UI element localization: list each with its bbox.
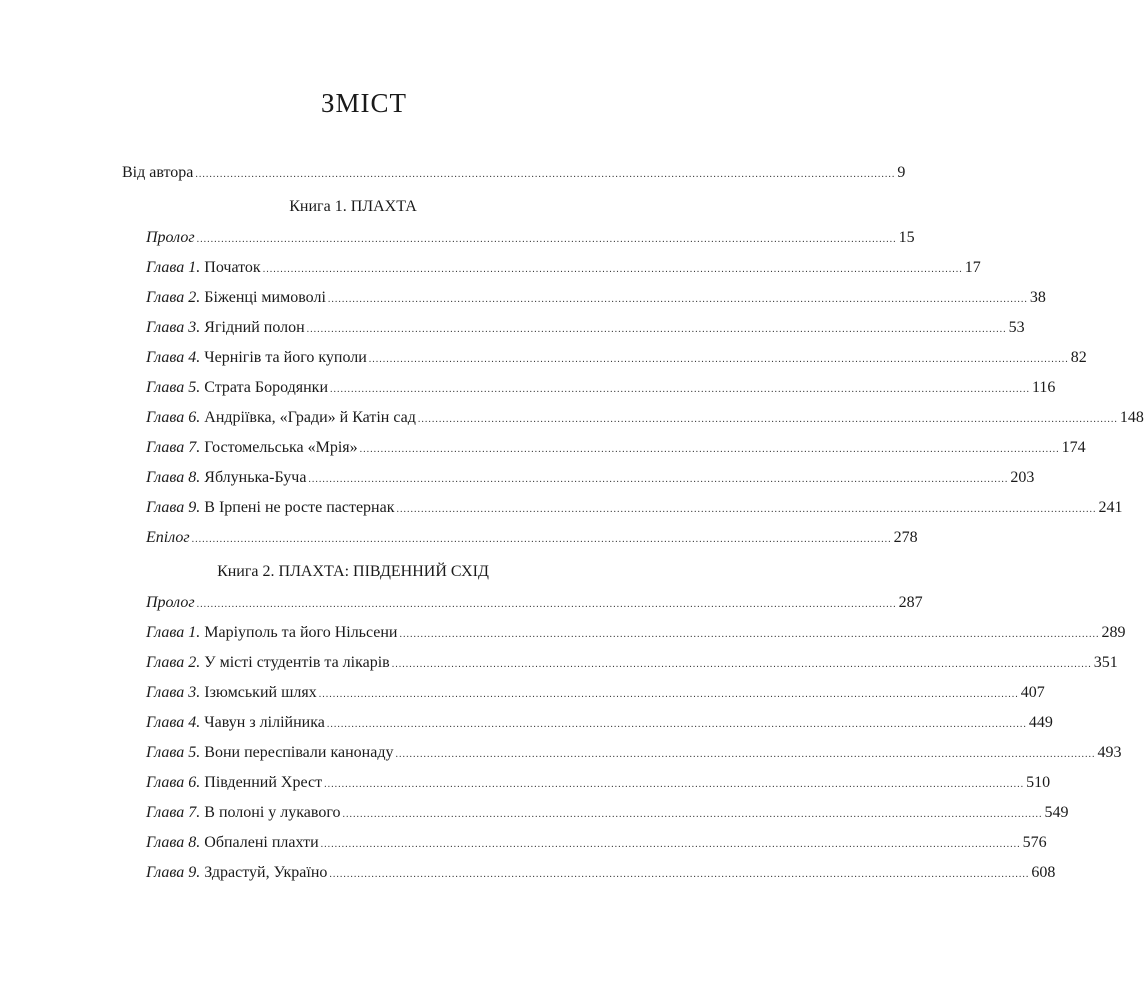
toc-page-number: 449 <box>1028 714 1053 731</box>
toc-page-number: 53 <box>1008 319 1025 336</box>
page-title: ЗМІСТ <box>320 88 408 118</box>
toc-entry-label: Гостомельська «Мрія» <box>200 439 358 456</box>
toc-entry[interactable] <box>146 803 1069 823</box>
toc-entry[interactable] <box>146 743 1122 763</box>
toc-page-number: 576 <box>1022 834 1047 851</box>
toc-leader-dots: ........................................................................................................................................................................................................ <box>399 629 1100 640</box>
toc-leader-dots: ........................................................................................................................................................................................................ <box>330 384 1031 395</box>
toc-entry[interactable] <box>146 408 1144 428</box>
toc-entry-prefix: Глава 7. <box>146 804 201 821</box>
toc-entry-prefix: Глава 8. <box>146 469 201 486</box>
toc-entry-prefix: Епілог <box>146 529 190 546</box>
toc-entry-prefix: Глава 2. <box>146 654 201 671</box>
toc-leader-dots: ........................................................................................................................................................................................................ <box>324 779 1025 790</box>
toc-entry-label: Початок <box>200 259 261 276</box>
toc-leader-dots: ........................................................................................................................................................................................................ <box>396 504 1097 515</box>
toc-entry-label: Вони переспівали канонаду <box>200 744 394 761</box>
toc-entry-prefix: Глава 3. <box>146 319 201 336</box>
toc-entry[interactable] <box>146 653 1118 673</box>
toc-entry-prefix: Глава 6. <box>146 774 201 791</box>
toc-leader-dots: ........................................................................................................................................................................................................ <box>308 474 1009 485</box>
toc-entry-label: Андріївка, «Гради» й Катін сад <box>200 409 416 426</box>
toc-entry[interactable] <box>146 318 1025 338</box>
toc-leader-dots: ........................................................................................................................................................................................................ <box>391 659 1092 670</box>
toc-entry-prefix: Глава 5. <box>146 379 201 396</box>
toc-entry[interactable] <box>146 348 1087 368</box>
toc-entry-label: Обпалені плахти <box>200 834 319 851</box>
toc-entry[interactable] <box>146 773 1051 793</box>
toc-leader-dots: ........................................................................................................................................................................................................ <box>417 414 1118 425</box>
toc-entry-prefix: Глава 5. <box>146 744 201 761</box>
toc-entry-label: Ізюмський шлях <box>200 684 317 701</box>
toc-entry-label: Яблунька-Буча <box>200 469 307 486</box>
toc-leader-dots: ........................................................................................................................................................................................................ <box>195 169 896 180</box>
toc-page-number: 608 <box>1031 864 1056 881</box>
toc-entry[interactable] <box>146 623 1126 643</box>
toc-entry[interactable] <box>146 438 1086 458</box>
toc-page-number: 82 <box>1070 349 1087 366</box>
toc-entry-label: У місті студентів та лікарів <box>200 654 390 671</box>
toc-leader-dots: ........................................................................................................................................................................................................ <box>191 534 892 545</box>
toc-entry-label: Здрастуй, Україно <box>200 864 328 881</box>
toc-entry-prefix: Глава 6. <box>146 409 201 426</box>
toc-entry-prefix: Пролог <box>146 229 195 246</box>
toc-entry[interactable] <box>146 683 1045 703</box>
toc-leader-dots: ........................................................................................................................................................................................................ <box>196 599 897 610</box>
toc-leader-dots: ........................................................................................................................................................................................................ <box>306 324 1007 335</box>
toc-page-number: 493 <box>1097 744 1122 761</box>
toc-entry-prefix: Глава 4. <box>146 349 201 366</box>
toc-page-number: 510 <box>1026 774 1051 791</box>
toc-page-number: 148 <box>1119 409 1144 426</box>
toc-entry[interactable] <box>146 833 1047 853</box>
toc-entry-label: Чавун з лілійника <box>200 714 325 731</box>
toc-leader-dots: ........................................................................................................................................................................................................ <box>320 839 1021 850</box>
toc-entry[interactable] <box>146 378 1056 398</box>
toc-entry-prefix: Глава 1. <box>146 259 201 276</box>
toc-leader-dots: ........................................................................................................................................................................................................ <box>368 354 1069 365</box>
toc-entry-prefix: Глава 9. <box>146 864 201 881</box>
toc-entry[interactable] <box>146 498 1123 518</box>
toc-entry-prefix: Глава 4. <box>146 714 201 731</box>
toc-entry[interactable] <box>146 228 915 248</box>
toc-page-number: 174 <box>1061 439 1086 456</box>
toc-page-number: 241 <box>1098 499 1123 516</box>
toc-entry-label: Ягідний полон <box>200 319 305 336</box>
toc-leader-dots: ........................................................................................................................................................................................................ <box>342 809 1043 820</box>
toc-entry-prefix: Глава 7. <box>146 439 201 456</box>
toc-entry-prefix: Глава 2. <box>146 289 201 306</box>
book-1-title: Книга 1. ПЛАХТА <box>289 198 417 215</box>
toc-entry-label: Південний Хрест <box>200 774 323 791</box>
toc-entry[interactable] <box>146 468 1035 488</box>
toc-entry-label: Від автора <box>122 164 194 181</box>
toc-entry-label: Страта Бородянки <box>200 379 329 396</box>
toc-entry-author[interactable] <box>122 163 906 183</box>
toc-entry[interactable] <box>146 288 1046 308</box>
toc-entry-label: Біженці мимоволі <box>200 289 326 306</box>
toc-page-number: 407 <box>1020 684 1045 701</box>
toc-page-number: 203 <box>1010 469 1035 486</box>
toc-page-number: 549 <box>1044 804 1069 821</box>
toc-page-number: 278 <box>893 529 918 546</box>
toc-leader-dots: ........................................................................................................................................................................................................ <box>395 749 1096 760</box>
toc-entry-label: Чернігів та його куполи <box>200 349 367 366</box>
book-2-title: Книга 2. ПЛАХТА: ПІВДЕННИЙ СХІД <box>217 563 489 580</box>
toc-entry-prefix: Глава 8. <box>146 834 201 851</box>
toc-entry[interactable] <box>146 258 981 278</box>
toc-leader-dots: ........................................................................................................................................................................................................ <box>327 294 1028 305</box>
toc-leader-dots: ........................................................................................................................................................................................................ <box>326 719 1027 730</box>
toc-page-number: 287 <box>898 594 923 611</box>
toc-page-number: 116 <box>1032 379 1056 396</box>
toc-page-number: 351 <box>1093 654 1118 671</box>
toc-page-number: 15 <box>898 229 915 246</box>
toc-leader-dots: ........................................................................................................................................................................................................ <box>262 264 963 275</box>
toc-entry-prefix: Глава 9. <box>146 499 201 516</box>
toc-leader-dots: ........................................................................................................................................................................................................ <box>359 444 1060 455</box>
toc-entry[interactable] <box>146 528 918 548</box>
toc-leader-dots: ........................................................................................................................................................................................................ <box>318 689 1019 700</box>
toc-entry[interactable] <box>146 593 923 613</box>
toc-entry-prefix: Глава 3. <box>146 684 201 701</box>
toc-leader-dots: ........................................................................................................................................................................................................ <box>196 234 897 245</box>
toc-entry-label: В полоні у лукавого <box>200 804 341 821</box>
toc-page-number: 17 <box>964 259 981 276</box>
toc-page-number: 289 <box>1101 624 1126 641</box>
toc-entry[interactable] <box>146 713 1053 733</box>
toc-leader-dots: ........................................................................................................................................................................................................ <box>329 869 1030 880</box>
toc-entry-label: В Ірпені не росте пастернак <box>200 499 395 516</box>
toc-page-number: 9 <box>897 164 906 181</box>
toc-entry[interactable] <box>146 863 1056 883</box>
toc-entry-label: Маріуполь та його Нільсени <box>200 624 398 641</box>
toc-page-number: 38 <box>1029 289 1046 306</box>
toc-entry-prefix: Пролог <box>146 594 195 611</box>
toc-entry-prefix: Глава 1. <box>146 624 201 641</box>
